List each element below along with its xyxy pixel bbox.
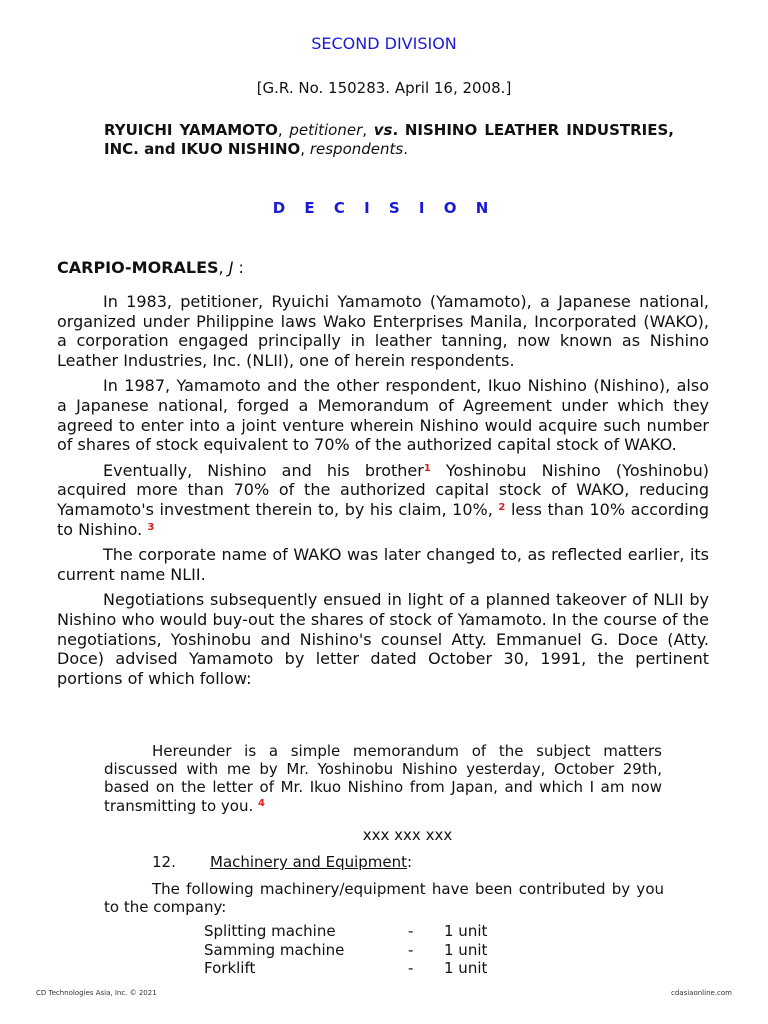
paragraph-3-part-3: less than 10% according to Nishino. bbox=[57, 499, 710, 539]
footnote-link-4[interactable]: 4 bbox=[258, 797, 265, 809]
paragraph-3-part-1: Eventually, Nishino and his brother bbox=[103, 460, 424, 480]
decision-body bbox=[57, 292, 709, 694]
footnote-link-3[interactable]: 3 bbox=[147, 521, 155, 533]
division-heading: SECOND DIVISION bbox=[311, 34, 457, 53]
footer-copyright: CD Technologies Asia, Inc. © 2021 bbox=[36, 989, 157, 997]
memo-item-12: 12. Machinery and Equipment: bbox=[152, 853, 413, 871]
item-title: Machinery and Equipment bbox=[210, 853, 408, 871]
paragraph-3 bbox=[57, 461, 709, 539]
equipment-dash: - bbox=[408, 940, 414, 959]
petitioner-role: petitioner bbox=[289, 121, 363, 139]
equipment-row bbox=[204, 922, 487, 941]
respondents-role: respondents bbox=[309, 140, 404, 158]
item-number: 12. bbox=[152, 853, 176, 871]
ponente-name: CARPIO-MORALES bbox=[57, 258, 219, 277]
paragraph-4: The corporate name of WAKO was later changed to, as reflected earlier, its current name NLII. bbox=[57, 545, 709, 584]
equipment-name: Samming machine bbox=[204, 940, 345, 959]
footnote-link-2[interactable]: 2 bbox=[498, 501, 506, 513]
quoted-memorandum bbox=[104, 742, 662, 815]
equipment-dash: - bbox=[408, 922, 414, 940]
equipment-qty: 1 unit bbox=[444, 959, 488, 978]
respondents-name: NISHINO LEATHER INDUSTRIES, INC. and IKUO NISHINO bbox=[104, 121, 674, 158]
decision-heading: D E C I S I O N bbox=[272, 199, 496, 217]
paragraph-3-part-2: Yoshinobu Nishino (Yoshinobu) acquired more than 70% of the authorized capital stock of WAKO, reducing Yamamoto's investment therein to, by his claim, 10%, bbox=[57, 460, 709, 519]
footnote-link-1[interactable]: 1 bbox=[423, 462, 431, 474]
equipment-name: Forklift bbox=[204, 959, 256, 978]
versus: vs bbox=[373, 121, 393, 139]
case-number: [G.R. No. 150283. April 16, 2008.] bbox=[256, 79, 512, 97]
equipment-name: Splitting machine bbox=[204, 922, 336, 940]
equipment-qty: 1 unit bbox=[444, 922, 488, 940]
footer-site[interactable]: cdasiaonline.com bbox=[671, 989, 732, 997]
item-intro: The following machinery/equipment have been contributed by you to the company: bbox=[104, 880, 664, 916]
paragraph-5: Negotiations subsequently ensued in light of a planned takeover of NLII by Nishino who would buy-out the shares of stock of Yamamoto. In the course of the negotiations, Yoshinobu and Nishino's counsel Atty. Emmanuel G. Doce (Atty. Doce) advised Yamamoto by letter dated October 30, 1991, the pertinent portions of which follow: bbox=[57, 590, 709, 688]
ponente: CARPIO-MORALES, J : bbox=[57, 258, 244, 277]
paragraph-1: In 1983, petitioner, Ryuichi Yamamoto (Yamamoto), a Japanese national, organized under Philippine laws Wako Enterprises Manila, Incorporated (WAKO), a corporation engaged principally in leather tanning, now known as Nishino Leather Industries, Inc. (NLII), one of herein respondents. bbox=[57, 292, 709, 370]
equipment-dash: - bbox=[408, 959, 414, 978]
ponente-title: J bbox=[228, 258, 234, 277]
omission-separator: xxx xxx xxx bbox=[362, 826, 453, 844]
equipment-qty: 1 unit bbox=[444, 940, 488, 959]
case-parties: RYUICHI YAMAMOTO, petitioner, vs. NISHINO LEATHER INDUSTRIES, INC. and IKUO NISHINO, respondents. bbox=[104, 121, 674, 158]
equipment-list bbox=[204, 922, 487, 978]
equipment-row bbox=[204, 959, 487, 978]
paragraph-2: In 1987, Yamamoto and the other respondent, Ikuo Nishino (Nishino), also a Japanese national, forged a Memorandum of Agreement under which they agreed to enter into a joint venture wherein Nishino would acquire such number of shares of stock equivalent to 70% of the authorized capital stock of WAKO. bbox=[57, 376, 709, 455]
petitioner-name: RYUICHI YAMAMOTO bbox=[104, 121, 278, 139]
equipment-row bbox=[204, 941, 487, 960]
quote-text: Hereunder is a simple memorandum of the subject matters discussed with me by Mr. Yoshinobu Nishino yesterday, October 29th, based on the letter of Mr. Ikuo Nishino from Japan, and which I am now transmitting to you. bbox=[104, 742, 662, 815]
